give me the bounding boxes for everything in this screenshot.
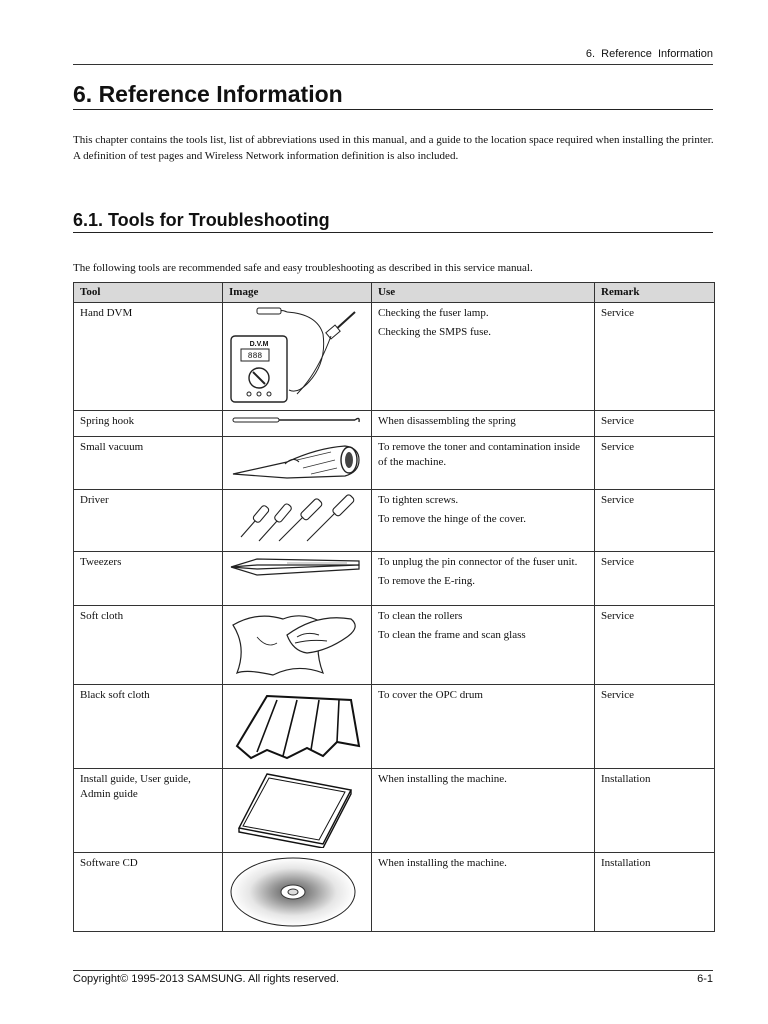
header-remark: Remark: [595, 283, 715, 303]
tool-name: Spring hook: [74, 411, 223, 437]
tool-image: [223, 552, 372, 606]
table-row: [74, 853, 715, 932]
tool-name: Driver: [74, 490, 223, 552]
use-line: When installing the machine.: [378, 857, 507, 869]
table-header-row: [74, 283, 715, 303]
table-row: [74, 411, 715, 437]
tool-remark: Service: [595, 606, 715, 685]
tool-remark: Service: [595, 303, 715, 411]
use-line: To unplug the pin connector of the fuser unit.: [378, 556, 578, 568]
tool-name: Tweezers: [74, 552, 223, 606]
cd-disc-icon: [227, 854, 367, 928]
tool-use: [372, 437, 595, 490]
screwdrivers-icon: [227, 491, 367, 547]
tool-name: Black soft cloth: [74, 685, 223, 769]
soft-cloth-icon: [227, 607, 367, 681]
spring-hook-icon: [227, 412, 367, 428]
use-line: To remove the E-ring.: [378, 575, 475, 587]
tool-use: [372, 303, 595, 411]
vacuum-icon: [227, 438, 367, 486]
use-line: Checking the SMPS fuse.: [378, 326, 492, 338]
chapter-title: 6. Reference Information: [73, 80, 713, 110]
black-cloth-icon: [227, 686, 367, 764]
running-header: 6. Reference Information: [585, 48, 713, 60]
tool-remark: Service: [595, 411, 715, 437]
use-line: To tighten screws.: [378, 494, 459, 506]
tool-image: [223, 853, 372, 932]
tweezers-icon: [227, 553, 367, 579]
tool-remark: Installation: [595, 769, 715, 853]
tools-table: [73, 282, 715, 932]
table-row: [74, 490, 715, 552]
section-title: 6.1. Tools for Troubleshooting: [73, 208, 713, 233]
tool-image: [223, 606, 372, 685]
table-row: [74, 685, 715, 769]
guide-booklet-icon: [227, 770, 367, 848]
tool-image: [223, 769, 372, 853]
use-line: To remove the toner and contamination inside of the machine.: [378, 441, 581, 468]
tool-remark: Service: [595, 685, 715, 769]
intro-paragraph: This chapter contains the tools list, list of abbreviations used in this manual, and a guide to the location space required when installing the printer. A definition of test pages and Wireless Network information definition is also included.: [73, 134, 714, 162]
tool-image: [223, 685, 372, 769]
use-line: To remove the hinge of the cover.: [378, 513, 526, 525]
table-row: [74, 552, 715, 606]
use-line: To cover the OPC drum: [378, 689, 483, 701]
header-use: Use: [372, 283, 595, 303]
tool-use: [372, 606, 595, 685]
dvm-label: D.V.M: [249, 341, 269, 348]
use-line: To clean the frame and scan glass: [378, 629, 526, 641]
tool-remark: Installation: [595, 853, 715, 932]
tool-use: [372, 685, 595, 769]
use-line: To clean the rollers: [378, 610, 463, 622]
tool-remark: Service: [595, 552, 715, 606]
header-tool: Tool: [74, 283, 223, 303]
table-row: [74, 606, 715, 685]
use-line: When disassembling the spring: [378, 415, 516, 427]
use-line: Checking the fuser lamp.: [378, 307, 489, 319]
tool-use: [372, 552, 595, 606]
tool-image: [223, 437, 372, 490]
multimeter-icon: [227, 304, 367, 408]
tool-use: [372, 490, 595, 552]
tool-name: Soft cloth: [74, 606, 223, 685]
tool-name: Software CD: [74, 853, 223, 932]
tool-use: [372, 853, 595, 932]
tool-remark: Service: [595, 490, 715, 552]
tool-image: [223, 303, 372, 411]
header-image: Image: [223, 283, 372, 303]
tool-image: [223, 411, 372, 437]
header-rule: [73, 64, 713, 65]
tool-image: [223, 490, 372, 552]
section-lead: The following tools are recommended safe and easy troubleshooting as described in this service manual.: [73, 262, 533, 274]
table-row: [74, 769, 715, 853]
footer-rule: [73, 970, 713, 971]
tool-name: Hand DVM: [74, 303, 223, 411]
tool-name: Small vacuum: [74, 437, 223, 490]
tool-remark: Service: [595, 437, 715, 490]
table-row: [74, 437, 715, 490]
use-line: When installing the machine.: [378, 773, 507, 785]
svg-text:888: 888: [247, 352, 263, 361]
tool-use: [372, 769, 595, 853]
table-row: [74, 303, 715, 411]
footer-page-number: 6-1: [697, 973, 713, 985]
tool-name: Install guide, User guide, Admin guide: [74, 769, 223, 853]
footer-copyright: Copyright© 1995-2013 SAMSUNG. All rights reserved.: [73, 973, 340, 985]
tool-use: [372, 411, 595, 437]
